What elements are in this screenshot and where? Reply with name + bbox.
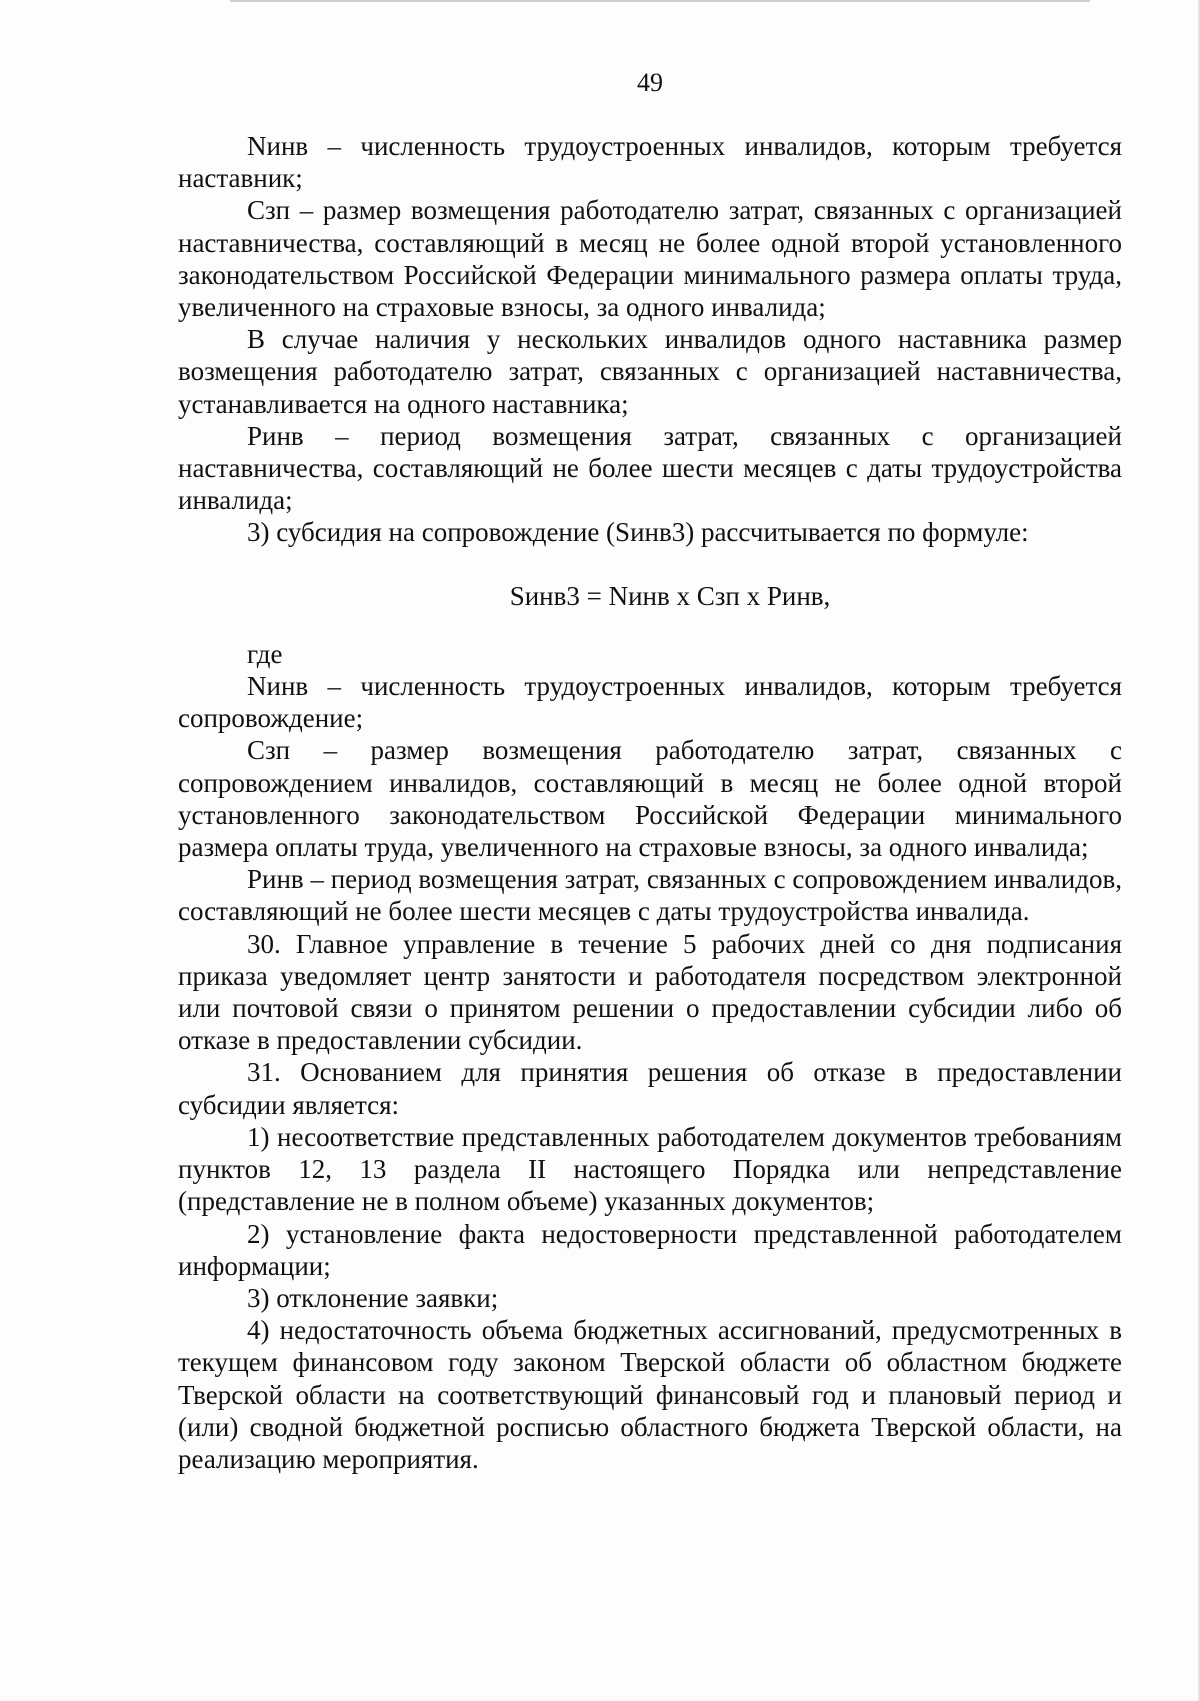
scan-top-edge [230, 0, 1090, 2]
clause-31-item-2: 2) установление факта недостоверности представленной работодателем информации; [178, 1218, 1122, 1281]
clause-31-item-3: 3) отклонение заявки; [247, 1282, 499, 1313]
subsidy-support-intro: 3) субсидия на сопровождение (Sинв3) рассчитывается по формуле: [247, 517, 1029, 548]
definition-r-inv-mentor: Ринв – период возмещения затрат, связанных с организацией наставничества, составляющий не более шести месяцев с даты трудоустройства инвалида; [178, 420, 1122, 516]
definition-n-inv-mentor: Nинв – численность трудоустроенных инвалидов, которым требуется наставник; [178, 131, 1122, 194]
note-multiple-disabled-one-mentor: В случае наличия у нескольких инвалидов одного наставника размер возмещения работодателю затрат, связанных с организацией наставничества, устанавливается на одного наставника; [178, 324, 1122, 419]
page-number: 49 [637, 68, 663, 97]
clause-30: 30. Главное управление в течение 5 рабочих дней со дня подписания приказа уведомляет центр занятости и работодателя посредством электронной или почтовой связи о принятом решении о предоставлении субсидии либо об отказе в предоставлении субсидии. [178, 928, 1122, 1056]
clause-31-item-4: 4) недостаточность объема бюджетных ассигнований, предусмотренных в текущем финансовом году законом Тверской области об областном бюджете Тверской области на соответствующий финансовый год и плановый период и (или) сводной бюджетной росписью областного бюджета Тверской области, на реализацию мероприятия. [178, 1315, 1122, 1474]
where-label: где [247, 638, 283, 669]
definition-r-inv-support: Ринв – период возмещения затрат, связанных с сопровождением инвалидов, составляющий не более шести месяцев с даты трудоустройства инвалида. [178, 864, 1122, 927]
clause-31-item-1: 1) несоответствие представленных работодателем документов требованиям пунктов 12, 13 раздела II настоящего Порядка или непредставление (представление не в полном объеме) указанных документов; [178, 1121, 1122, 1217]
document-body [178, 130, 1122, 1475]
formula-support-subsidy: Sинв3 = Nинв х Сзп х Ринв, [509, 580, 831, 611]
definition-n-inv-support: Nинв – численность трудоустроенных инвалидов, которым требуется сопровождение; [178, 671, 1122, 734]
clause-31: 31. Основанием для принятия решения об отказе в предоставлении субсидии является: [178, 1057, 1122, 1120]
definition-c-zp-support: Сзп – размер возмещения работодателю затрат, связанных с сопровождением инвалидов, составляющий в месяц не более одной второй установленного законодательством Российской Федерации минимального размера оплаты труда, увеличенного на страховые взносы, за одного инвалида; [178, 735, 1122, 863]
definition-c-zp-mentor: Сзп – размер возмещения работодателю затрат, связанных с организацией наставничества, составляющий в месяц не более одной второй установленного законодательством Российской Федерации минимального размера оплаты труда, увеличенного на страховые взносы, за одного инвалида; [178, 195, 1122, 323]
